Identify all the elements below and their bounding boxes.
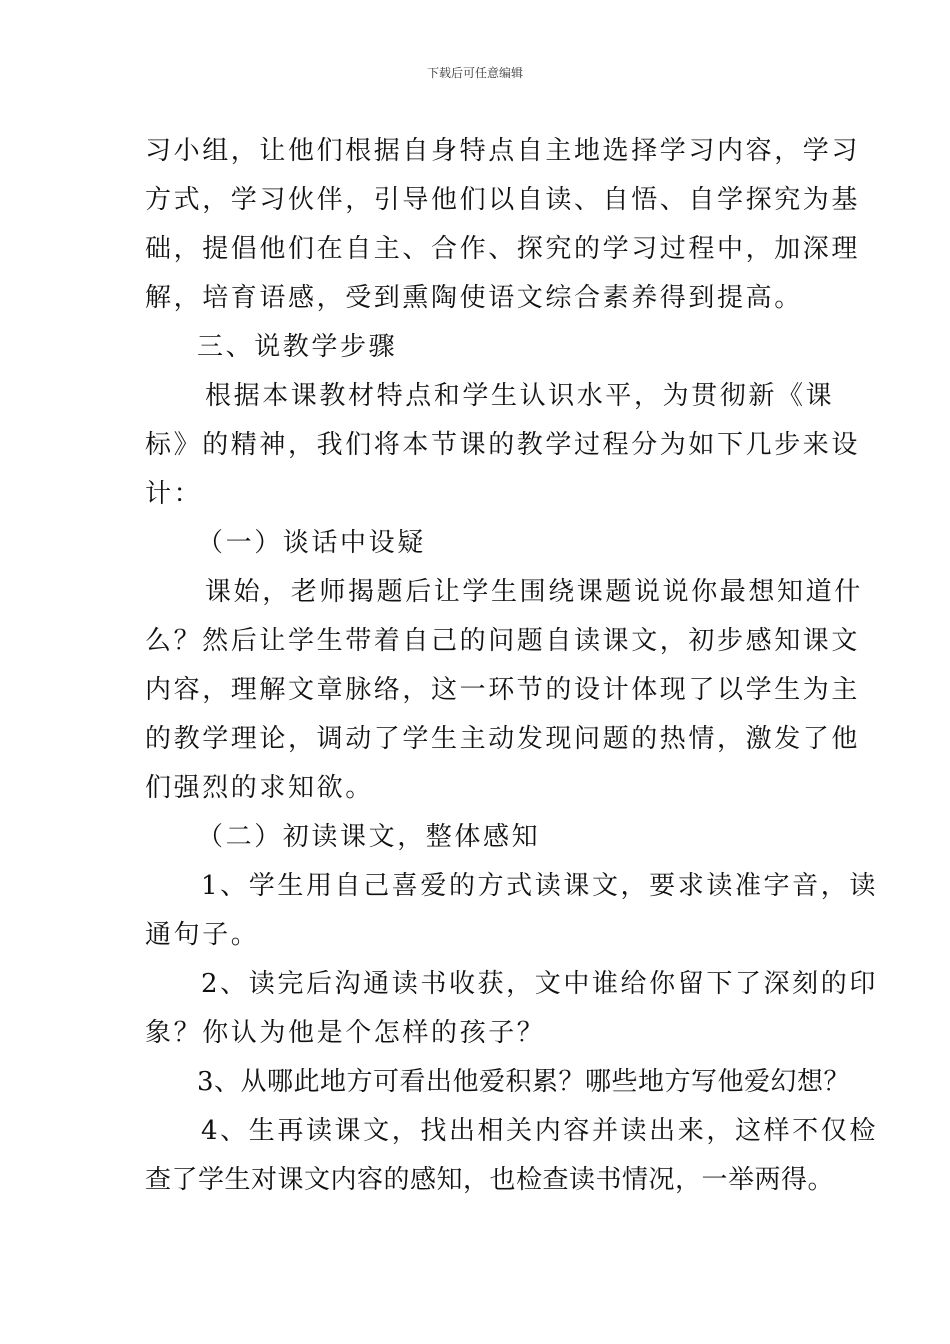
paragraph-line: 的教学理论，调动了学生主动发现问题的热情，激发了他 [145, 724, 861, 754]
section-heading: 三、说教学步骤 [197, 332, 398, 362]
paragraph-line: 标》的精神，我们将本节课的教学过程分为如下几步来设 [145, 430, 861, 460]
page-header-note: 下载后可任意编辑 [426, 66, 523, 80]
list-item-line: 1、学生用自己喜爱的方式读课文，要求读准字音，读 [201, 871, 878, 901]
subsection-heading: （二）初读课文，整体感知 [197, 822, 541, 852]
list-item-line: 2、读完后沟通读书收获，文中谁给你留下了深刻的印 [201, 969, 878, 999]
paragraph-line: 解，培育语感，受到熏陶使语文综合素养得到提高。 [145, 283, 803, 313]
paragraph-line: 习小组，让他们根据自身特点自主地选择学习内容，学习 [145, 136, 861, 166]
paragraph-line: 根据本课教材特点和学生认识水平，为贯彻新《课 [205, 381, 835, 411]
list-item-line: 象？你认为他是个怎样的孩子？ [145, 1018, 546, 1048]
paragraph-line: 计： [145, 479, 203, 509]
subsection-heading: （一）谈话中设疑 [197, 528, 426, 558]
list-item-line: 通句子。 [145, 920, 260, 950]
paragraph-line: 内容，理解文章脉络，这一环节的设计体现了以学生为主 [145, 675, 861, 705]
paragraph-line: 么？然后让学生带着自己的问题自读课文，初步感知课文 [145, 626, 861, 656]
paragraph-line: 课始，老师揭题后让学生围绕课题说说你最想知道什 [205, 577, 863, 607]
list-item-line: 4、生再读课文，找出相关内容并读出来，这样不仅检 [201, 1116, 878, 1146]
list-item-line: 查了学生对课文内容的感知，也检查读书情况，一举两得。 [145, 1165, 835, 1195]
document-body [145, 127, 878, 1205]
paragraph-line: 础，提倡他们在自主、合作、探究的学习过程中，加深理 [145, 234, 861, 264]
paragraph-line: 们强烈的求知欲。 [145, 773, 374, 803]
paragraph-line: 方式，学习伙伴，引导他们以自读、自悟、自学探究为基 [145, 185, 861, 215]
list-item-line: 3、从哪此地方可看出他爱积累？哪些地方写他爱幻想？ [197, 1067, 851, 1097]
